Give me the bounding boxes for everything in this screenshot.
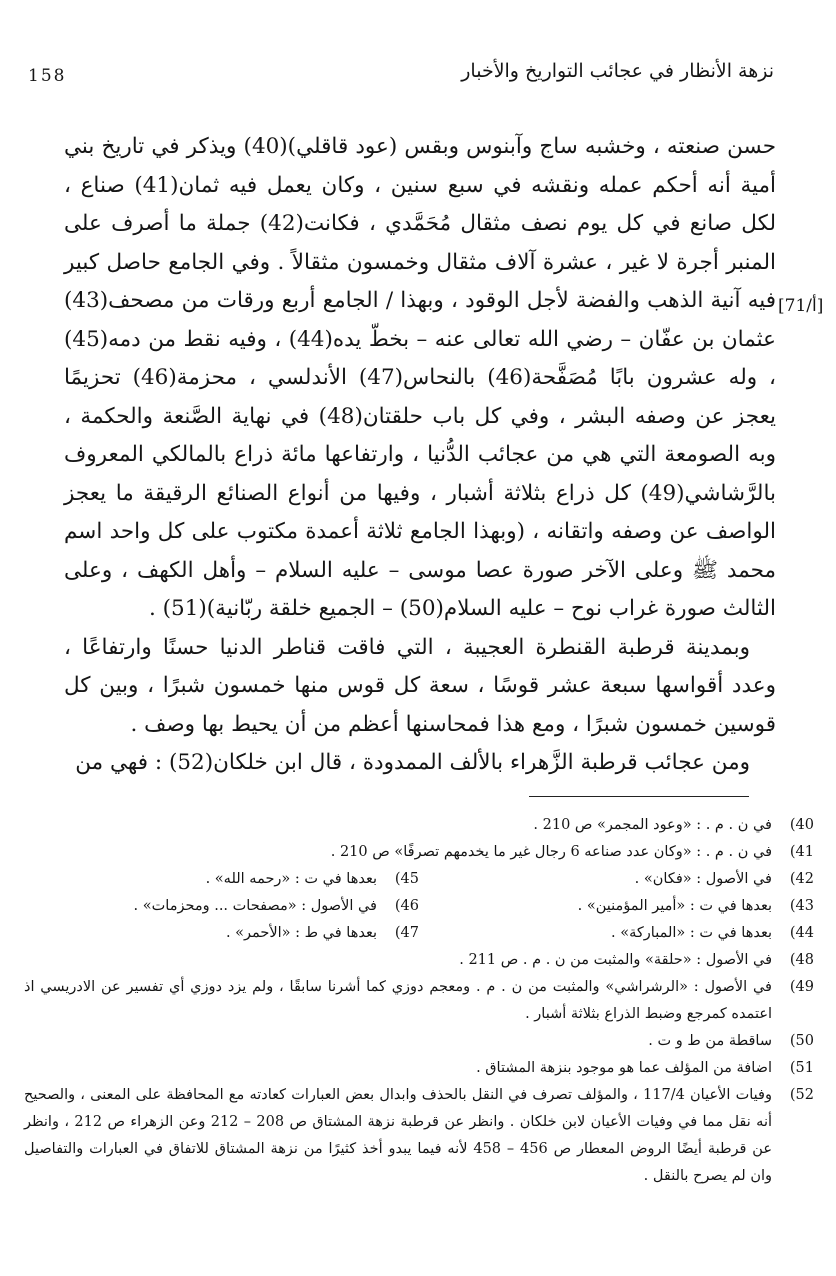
footnote-number: 42) — [789, 871, 814, 887]
footnote-text: بعدها في ت : «رحمه الله» . — [205, 871, 377, 887]
footnote — [24, 1082, 814, 1190]
paragraph: ومن عجائب قرطبة الزَّهراء بالألف الممدودة ، قال ابن خلكان(52) : فهي من — [75, 750, 750, 775]
footnote-text: في الأصول : «فكان» . — [634, 871, 772, 887]
footnote-number: 52) — [789, 1087, 814, 1103]
footnote-number: 48) — [789, 952, 814, 968]
footnote-text: في ن . م . : «وكان عدد صناعه 6 رجال غير ما يخدمهم تصرفًا» ص 210 . — [330, 844, 772, 860]
footnote — [419, 920, 814, 947]
paragraph: حسن صنعته ، وخشبه ساج وآبنوس وبقس (عود قاقلي)(40) ويذكر في تاريخ بني أمية أنه أحكم عمله ونقشه في سبع سنين ، وكان يعمل فيه ثمان(41) صناع ، لكل صانع في كل يوم نصف مثقال مُحَمَّدي ، فكانت(42) جملة ما أصرف على المنبر أجرة لا غير ، عشرة آلاف مثقال وخمسون مثقالاً . وفي الجامع حاصل كبير فيه آنية الذهب والفضة لأجل الوقود ، وبهذا / الجامع أربع ورقات من مصحف(43) عثمان بن عفّان – رضي الله تعالى عنه – بخطّ يده(44) ، وفيه نقط من دمه(45) ، وله عشرون بابًا مُصَفَّحة(46) بالنحاس(47) الأندلسي ، محزمة(46) تحزيمًا يعجز عن وصفه البشر ، وفي كل باب حلقتان(48) في نهاية الصَّنعة والحكمة ، وبه الصومعة التي هي من عجائب الدُّنيا ، وارتفاعها مائة ذراع بالمالكي المعروف بالرَّشاشي(49) كل ذراع بثلاثة أشبار ، وفيها من أنواع الصنائع الرقيقة ما يعجز الواصف عن وصفه واتقانه ، (وبهذا الجامع ثلاثة أعمدة مكتوب على كل واحد اسم محمد ﷺ وعلى الآخر صورة عصا موسى – عليه السلام – وأهل الكهف ، وعلى الثالث صورة غراب نوح – عليه السلام(50) – الجميع خلقة ربّانية)(51) . — [64, 134, 777, 621]
footnotes — [24, 812, 814, 1190]
footnote-number: 46) — [394, 898, 419, 914]
footnote-text: في الأصول : «حلقة» والمثبت من ن . م . ص 211 . — [459, 952, 772, 968]
footnote — [24, 974, 814, 1028]
footnote — [24, 947, 814, 974]
footnote-number: 50) — [789, 1033, 814, 1049]
footnote — [419, 866, 814, 893]
footnote-text: بعدها في ت : «المباركة» . — [611, 925, 772, 941]
paragraph: وبمدينة قرطبة القنطرة العجيبة ، التي فاقت قناطر الدنيا حسنًا وارتفاعًا ، وعدد أقواسها سبعة عشر قوسًا ، سعة كل قوس منها خمسون شبرًا ، وبين كل قوسين خمسون شبرًا ، ومع هذا فمحاسنها أعظم من أن يحيط بها وصف . — [64, 634, 776, 737]
main-text — [64, 128, 776, 783]
footnote-number: 41) — [789, 844, 814, 860]
footnote-number: 43) — [789, 898, 814, 914]
footnote — [419, 893, 814, 920]
footnote-text: ساقطة من ط و ت . — [648, 1033, 772, 1049]
page-number: 158 — [28, 66, 67, 86]
footnote-number: 47) — [394, 925, 419, 941]
footnote-number: 44) — [789, 925, 814, 941]
footnote-number: 45) — [394, 871, 419, 887]
footnote — [24, 893, 419, 920]
footnote-text: اضافة من المؤلف عما هو موجود بنزهة المشتاق . — [476, 1060, 772, 1076]
footnote-text: بعدها في ط : «الأحمر» . — [225, 925, 377, 941]
footnote-pair — [24, 920, 814, 947]
footnote-text: في الأصول : «مصفحات ... ومحزمات» . — [133, 898, 377, 914]
footnote — [24, 812, 814, 839]
footnote-pair — [24, 866, 814, 893]
footnote-number: 40) — [789, 817, 814, 833]
footnote-text: بعدها في ت : «أمير المؤمنين» . — [577, 898, 772, 914]
footnote-separator — [529, 796, 749, 797]
footnote-pair — [24, 893, 814, 920]
running-title: نزهة الأنظار في عجائب التواريخ والأخبار — [461, 60, 774, 82]
footnote-number: 49) — [789, 979, 814, 995]
footnote — [24, 1055, 814, 1082]
manuscript-folio-marker: [71/أ] — [778, 296, 824, 316]
footnote — [24, 866, 419, 893]
footnote-text: وفيات الأعيان 117/4 ، والمؤلف تصرف في النقل بالحذف وابدال بعض العبارات كعادته مع المحافظة على المعنى ، والصحيح أنه نقل مما في وفيات الأعيان لابن خلكان . وانظر عن قرطبة نزهة المشتاق ص 208 – 212 وعن الزهراء ص 212 ، وانظر عن قرطبة أيضًا الروض المعطار ص 456 – 458 لأنه فيما يبدو أخذ كثيرًا من نزهة المشتاق للاتفاق في العبارات والتفاصيل وان لم يصرح بالنقل . — [24, 1087, 773, 1184]
footnote — [24, 920, 419, 947]
page-header — [28, 52, 774, 96]
footnote-text: في الأصول : «الرشراشي» والمثبت من ن . م . ومعجم دوزي كما أشرنا سابقًا ، ولم يزد دوزي أي تفسير عن الادريسي اذ اعتمده كمرجع وضبط الذراع بثلاثة أشبار . — [24, 979, 772, 1022]
footnote-text: في ن . م . : «وعود المجمر» ص 210 . — [533, 817, 772, 833]
footnote — [24, 1028, 814, 1055]
footnote — [24, 839, 814, 866]
footnote-number: 51) — [789, 1060, 814, 1076]
